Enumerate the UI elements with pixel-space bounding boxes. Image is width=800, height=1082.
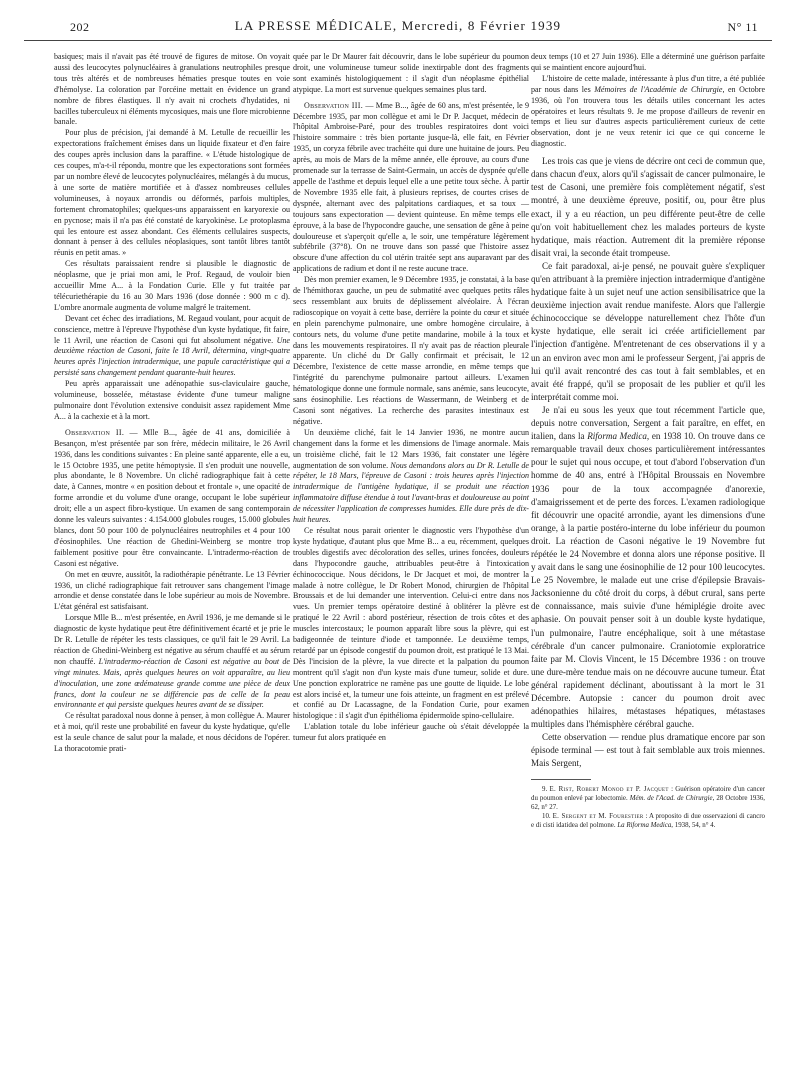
paragraph-text: , en Octobre 1936, où l'on trouvera tous les détails utiles concernant les actes opératoires et leurs résultats 9. Je me propose d'ailleurs de revenir en temps et lieu sur d'autres aspects particulièrement curieux de cette observation, dont je ne veux retenir ici que ce qui concerne le diagnostic. <box>531 84 766 149</box>
page-number: 202 <box>70 20 90 34</box>
paragraph-text: basiques; mais il n'avait pas été trouvé de figures de mitose. On voyait aussi des leucocytes polynucléaires à granulations neutrophiles presque tous très altérés et de nombreuses hématies presque toutes en voie d'hémolyse. La coloration par l'orcéine mettait en évidence un grand nombre de fibres élastiques. Il n'y avait ni crochets d'hydatides, ni bacilles tuberculeux ni éléments mycosiques, mais une flore microbienne banale. <box>54 52 290 127</box>
paragraph-text: Ce fait paradoxal, ai-je pensé, ne pouvait guère s'expliquer qu'en attribuant à la première injection intradermique d'antigène hydatique faite à un sujet neuf une action sensibilisatrice que la deuxième injection avait rendue manifeste. Alors que l'allergie échinococcique se développe naturellement chez l'hôte d'un kyste hydatique, elle serait ici créée artificiellement par l'injection d'antigène. M'entretenant de ces observations il y a un an environ avec mon ami le professeur Sergent, j'ai appris de lui qu'il avait rencontré des cas tout à fait semblables, et en avait été frappé, qu'il se proposait de les publier et qu'il les interprétait comme moi. <box>531 260 765 402</box>
paragraph-text: Ces résultats paraissaient rendre si plausible le diagnostic de néoplasme, que je priai mon ami, le Prof. Regaud, de vouloir bien accueillir Mme A... à la Fondation Curie. Elle y fut traitée par télécuriethérapie du 16 au 30 Mars 1936 (dose donnée : 900 m c d). L'ombre anormale augmenta de volume malgré le traitement. <box>54 259 290 312</box>
footnote-number: 9. <box>542 785 548 793</box>
paragraph <box>54 259 290 314</box>
footnote-tail: , 1938, 54, n° 4. <box>671 821 716 829</box>
paragraph-text: deux temps (10 et 27 Juin 1936). Elle a déterminé une guérison parfaite qui se maintient encore aujourd'hui. <box>531 52 765 72</box>
footnote-number: 10. <box>542 812 551 820</box>
paragraph <box>54 613 290 711</box>
italic-passage: Une deuxième réaction de Casoni, faite le 18 Avril, détermina, vingt-quatre heures après l'injection intradermique, une papule caractéristique qui a persisté sans changement pendant quarante-huit heures. <box>54 335 290 378</box>
journal-title: LA PRESSE MÉDICALE, Mercredi, 8 Février 1939 <box>234 18 562 33</box>
footnote-journal: Mém. de l'Acad. de Chirurgie <box>629 794 713 802</box>
paragraph <box>531 731 765 770</box>
italic-passage: L'intradermo-réaction de Casoni est négative au bout de vingt minutes. Mais, après quelques heures on voit apparaître, au lieu d'inoculation, une zone œdémateuse grande comme une pièce de deux francs, dont la couleur ne se différencie pas de celle de la peau environnante et qui persiste quelques heures avant de se dissiper. <box>54 656 290 710</box>
paragraph-text: Cette observation — rendue plus dramatique encore par son épisode terminal — est tout à fait semblable aux trois miennes. Mais Sergent, <box>531 732 765 769</box>
paragraph-text: Ce résultat nous parait orienter le diagnostic vers l'hypothèse d'un kyste hydatique, d'autant plus que Mme B... a eu, récemment, quelques troubles digestifs avec décoloration des selles, urines foncées, douleurs dans l'hypocondre gauche, attribuables peut-être à l'intoxication échinococcique. Nous décidons, le Dr Jacquet et moi, de montrer la malade à notre collègue, le Dr Robert Monod, chirurgien de l'hôpital Broussais et de lui demander une intervention. Celui-ci entre dans nos vues. Un premier temps opératoire destiné à oblitérer la plèvre est pratiqué le 22 Avril : abord postérieur, résection de trois côtes et des muscles intercostaux; le poumon apparaît libre sous la plèvre, qui est badigeonnée de teinture d'iode et tamponnée. Le deuxième temps, retardé par un épisode congestif du poumon droit, est pratiqué le 13 Mai. Dès l'incision de la plèvre, la vue directe et la palpation du poumon montrent qu'il s'agit non d'un kyste mais d'une tumeur, solide et dure. Une ponction exploratrice ne ramène pas une goutte de liquide. Le lobe est alors incisé et, la tumeur une fois atteinte, un fragment en est prélevé et confié au Dr Lacassagne, de la Fondation Curie, pour examen histologique : il s'agit d'un épithélioma épidermoïde spino-cellulaire. <box>293 525 529 721</box>
paragraph-text: Pour plus de précision, j'ai demandé à M. Letulle de recueillir les expectorations fraîchement émises dans un liquide fixateur et d'en faire des coupes après inclusion dans la paraffine. « L'étude histologique de ces coupes, m'a-t-il répondu, montre que les expectorations sont formées par un nombre élevé de leucocytes polynucléaires, mélangés à du mucus, à une sorte de matière mortifiée et à d'assez nombreuses cellules volumineuses, à noyaux arrondis ou déformés, parfois multiples, fortement chromatophiles; quelques-uns apparaissent en karyorexie ou en pycnose; mais il n'a pas été constaté de karyokinèse. Le protoplasma qui les entoure est assez abondant. Ces éléments cellulaires suspects, donnant à penser à des cellules néoplasiques, sont tantôt libres tantôt réunis en petit amas. » <box>54 128 290 258</box>
footnote-text: : A proposito di due osservazioni di cancro e di cisti idatidea del polmone. <box>531 812 765 829</box>
paragraph <box>531 155 765 260</box>
paragraph-text: Dès mon premier examen, le 9 Décembre 1935, je constatai, à la base de l'hémithorax gauche, un peu de submatité avec quelques petits râles secs ressemblant aux bruits de déplissement alvéolaire. À l'écran radioscopique on voyait à cette base, derrière la pointe du cœur et située en plein parenchyme pulmonaire, une ombre homogène circulaire, à contours nets, du volume d'une petite mandarine, mobile à la toux et dans les mouvements respiratoires. Il n'y avait pas de réaction pleurale apparente. Un cliché du Dr Gally confirmait et précisait, le 12 Décembre, l'existence de cette masse arrondie, en même temps que l'intégrité du parenchyme pulmonaire partout ailleurs. L'examen hématologique donne une formule normale, sans anémie, sans leucocyte, sans éosinophilie. Les réactions de Wassermann, de Weinberg et de Casoni sont négatives. La recherche des parasites intestinaux est négative. <box>293 275 529 426</box>
paragraph <box>293 526 529 722</box>
paragraph-text: Peu après apparaissait une adénopathie sus-claviculaire gauche, volumineuse, bosselée, métastase évidente d'une tumeur maligne pulmonaire dont l'évolution extensive conduisit assez rapidement Mme A... à la cachexie et à la mort. <box>54 379 290 421</box>
paragraph-text: — Mme B..., âgée de 60 ans, m'est présentée, le 9 Décembre 1935, par mon collègue et ami le Dr P. Jacquet, médecin de l'hôpital Ambroise-Paré, pour des troubles respiratoires dont voici l'histoire sommaire : très bien portante jusque-là, elle fait, en Février 1935, un coryza fébrile avec trachéite qui dure une huitaine de jours. Peu après, au mois de Mars de la même année, elle éprouve, au cours d'une promenade sur la terrasse de Saint-Germain, un accès de dyspnée qu'elle appelle de l'asthme et depuis lequel elle a une petite toux sèche. À partir de Novembre 1935 elle fait, à plusieurs reprises, de courtes crises de dyspnée, alternant avec des palpitations cardiaques, et sa toux — toujours sans expectoration — devient quinteuse. En même temps elle éprouve, à la base de l'hypocondre gauche, une sensation de gêne à peine douloureuse et s'aperçoit qu'elle a, le soir, une température légèrement subfébrile (37°8). On ne trouve dans son passé que l'histoire assez obscure d'une affection du col utérin traitée sept ans auparavant par des applications de radium et dont il ne reste aucune trace. <box>293 100 529 274</box>
footnote-authors: E. Rist, Robert Monod et P. Jacquet <box>549 785 669 793</box>
footnote-tail: , 28 Octobre 1936, 62, n° 27. <box>531 794 765 811</box>
paragraph <box>54 52 290 128</box>
observation-heading-paragraph <box>293 101 529 276</box>
text-column-right <box>531 52 765 830</box>
footnote-authors: E. Sergent et M. Fourestier <box>552 812 644 820</box>
paragraph-text: quée par le Dr Maurer fait découvrir, dans le lobe supérieur du poumon droit, une volumineuse tumeur solide inextirpable dont des fragments sont examinés histologiquement : il s'agit d'un néoplasme épithélial atypique. La mort est survenue quelques semaines plus tard. <box>293 52 529 94</box>
footnote-text: : Guérison opératoire d'un cancer du poumon enlevé par lobectomie. <box>531 785 765 802</box>
paragraph <box>293 275 529 428</box>
footnote <box>531 812 765 830</box>
text-column-middle <box>293 52 529 744</box>
paragraph <box>531 260 765 404</box>
paragraph <box>293 722 529 744</box>
paragraph <box>293 428 529 526</box>
footnote-rule <box>531 779 591 780</box>
paragraph-text: On met en œuvre, aussitôt, la radiothérapie pénétrante. Le 13 Février 1936, un cliché radiographique fait retrouver sans changement l'image arrondie et dense constatée dans le lobe supérieur au mois de Novembre. L'état général est satisfaisant. <box>54 569 290 612</box>
italic-title: Riforma Medica <box>587 431 647 442</box>
paragraph-text: Ce résultat paradoxal nous donne à penser, à mon collègue A. Maurer et à moi, qu'il reste une probabilité en faveur du kyste hydatique, qu'elle est la seule chance de salut pour la malade, et nous décidons de l'opérer. La thoracotomie prati- <box>54 711 290 754</box>
paragraph-text: Devant cet échec des irradiations, M. Regaud voulant, pour acquit de conscience, mettre à l'épreuve l'hypothèse d'un kyste hydatique, fit faire, le 11 Avril, une réaction de Casoni qui fut absolument négative. <box>54 313 290 345</box>
italic-passage: Nous demandons alors au Dr R. Letulle de répéter, le 18 Mars, l'épreuve de Casoni : trois heures après l'injection intradermique de l'antigène hydatique, il se produit une réaction inflammatoire diffuse étendue à tout l'avant-bras et douloureuse au point de nécessiter l'application de compresses humides. Elle dure près de dix-huit heures. <box>293 460 529 525</box>
paragraph-text: Un deuxième cliché, fait le 14 Janvier 1936, ne montre aucun changement dans la forme et les dimensions de l'image anormale. Mais un troisième cliché, fait le 12 Mars 1936, fait constater une légère augmentation de son volume. <box>293 427 529 470</box>
italic-title: Mémoires de l'Académie de Chirurgie <box>594 84 723 94</box>
paragraph-text: L'histoire de cette malade, intéressante à plus d'un titre, a été publiée par nous dans les <box>531 73 765 94</box>
paragraph <box>531 74 765 150</box>
footnotes <box>531 785 765 830</box>
paragraph <box>54 314 290 379</box>
paragraph-text: , en 1938 10. On trouve dans ce remarquable travail deux choses particulièrement intéressantes pour le sujet qui nous occupe, et tout d'abord l'observation d'un homme de 40 ans, entré à l'Hôpital Broussais en Novembre 1936 pour de la toux accompagnée d'anorexie, d'amaigrissement et de perte des forces. L'examen radiologique fit découvrir une opacité arrondie, ayant les dimensions d'une orange, à la partie postéro-interne du lobe inférieur du poumon droit. La réaction de Casoni négative le 19 Novembre fut répétée le 24 Novembre et donna alors une réponse positive. Il y avait dans le sang une éosinophilie de 12 pour 100 leucocytes. Le 25 Novembre, le malade eut une crise d'épilepsie Bravais-Jacksonienne du côté droit du corps, à début crural, sans perte de connaissance, mais suivie d'une hémiplégie droite avec aphasie. On pouvait penser soit à un double kyste hydatique, l'un pulmonaire, l'autre encéphalique, soit à une métastase cérébrale d'un cancer pulmonaire. Craniotomie exploratrice faite par M. Clovis Vincent, le 15 Décembre 1936 : on trouve une dure-mère tendue mais on ne découvre aucune tumeur. État général rapidement déclinant, aboutissant à la mort le 31 Décembre. Autopsie : cancer du poumon droit avec adénopathies hilaires, métastases hépatiques, métastases multiples dans l'hémisphère cérébral gauche. <box>531 431 765 730</box>
paragraph-text: Les trois cas que je viens de décrire ont ceci de commun que, dans chacun d'eux, alors qu'il s'agissait de cancer pulmonaire, le test de Casoni, une première fois complètement négatif, s'est montré, à une deuxième épreuve, positif, ou, pour être plus exact, il y a eu réaction, un peu différente peut-être de celle qu'on voit habituellement chez les malades porteurs de kyste hydatique, mais réaction. Autrement dit la première réponse disait vrai, la seconde était trompeuse. <box>531 156 765 258</box>
paragraph <box>54 570 290 614</box>
paragraph-text: Je n'ai eu sous les yeux que tout récemment l'article que, depuis notre conversation, Sergent a fait paraître, en effet, en italien, dans la <box>531 404 765 442</box>
paragraph-text: — Mlle B..., âgée de 41 ans, domiciliée à Besançon, m'est présentée par son frère, médecin militaire, le 26 Avril 1936, dans les conditions suivantes : En pleine santé apparente, elle a eu, le 15 Octobre 1935, une petite hémoptysie. Il s'en produit une nouvelle, plus abondante, le 8 Novembre. Un cliché radiographique fait à cette date, à Cannes, montre « en position debout et frontale », une opacité de forme arrondie et du volume d'une orange, occupant le lobe supérieur droit; elle a un aspect fibro-kystique. Un examen de sang contemporain donne les valeurs suivantes : 4.154.000 globules rouges, 15.000 globules blancs, dont 50 pour 100 de polynucléaires neutrophiles et 4 pour 100 d'éosinophiles. Une réaction de Ghedini-Weinberg se montre trop faiblement positive pour être convaincante. L'intradermo-réaction de Casoni est négative. <box>54 427 290 568</box>
footnote-journal: La Riforma Medica <box>617 821 672 829</box>
observation-label: Observation III. <box>304 100 364 110</box>
text-column-left <box>54 52 290 755</box>
paragraph-text: L'ablation totale du lobe inférieur gauche où s'était développée la tumeur fut alors pratiquée en <box>293 722 529 743</box>
observation-label: Observation II. <box>65 427 125 437</box>
paragraph <box>54 128 290 259</box>
paragraph <box>54 379 290 423</box>
right-column-body <box>531 52 765 771</box>
paragraph-text: Lorsque Mlle B... m'est présentée, en Avril 1936, je me demande si le diagnostic de kyste hydatique peut être définitivement écarté et je prie le Dr R. Letulle de répéter les tests classiques, ce qu'il fait le 29 Avril. La réaction de Ghedini-Weinberg est négative au sérum chauffé et au sérum non chauffé. <box>54 613 290 666</box>
paragraph <box>531 52 765 74</box>
paragraph <box>293 52 529 96</box>
page-header <box>24 18 772 41</box>
paragraph <box>54 711 290 755</box>
observation-heading-paragraph <box>54 428 290 570</box>
paragraph <box>531 404 765 731</box>
footnote <box>531 785 765 812</box>
issue-number: N° 11 <box>727 20 758 34</box>
